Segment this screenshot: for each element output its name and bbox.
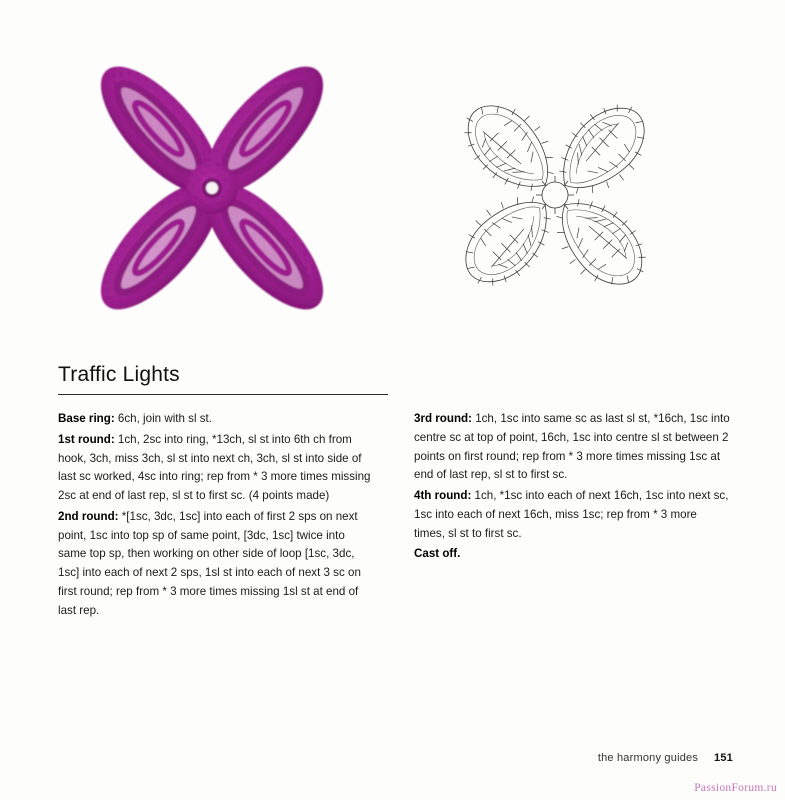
instruction-text: 1ch, *1sc into each of next 16ch, 1sc into next sc, 1sc into each of next 16ch, miss 1sc; rep from * 3 more times, sl st to first sc.: [414, 489, 729, 540]
instruction-label: 3rd round:: [414, 412, 472, 425]
section-title-block: [58, 363, 388, 395]
instructions-right-column: [414, 410, 730, 623]
watermark-text: PassionForum.ru: [694, 782, 777, 794]
title-divider: [58, 394, 388, 395]
instruction-paragraph: [58, 508, 374, 621]
instruction-text: 1ch, 2sc into ring, *13ch, sl st into 6th ch from hook, 3ch, miss 3ch, sl st into next ch, 3ch, sl st into side of last sc worked, 4sc into ring; rep from * 3 more times missing 2sc at end of last rep, sl st to first sc. (4 points made): [58, 432, 371, 503]
crochet-stitch-diagram: [405, 50, 705, 340]
instructions-columns: [58, 410, 730, 623]
page-footer: [598, 752, 733, 764]
diagram-svg: [405, 50, 705, 340]
instruction-label: 1st round:: [58, 432, 115, 446]
footer-book-title: the harmony guides: [597, 752, 699, 764]
instruction-text: 1ch, 1sc into same sc as last sl st, *16ch, 1sc into centre sc at top of point, 16ch, 1sc into centre sl st between 2 points on first round; rep from * 3 more times missing 1sc at end of last rep, sl st to first sc.: [414, 412, 730, 482]
instructions-left-column: [58, 410, 374, 623]
instruction-label: Cast off.: [414, 547, 461, 561]
figures-area: [0, 22, 785, 352]
instruction-text: *[1sc, 3dc, 1sc] into each of first 2 sps on next point, 1sc into top sp of same point, [3dc, 1sc] twice into same top sp, then working on other side of loop [1sc, 3dc, 1sc] into each of next 2 sps, 1sl st into each of next 3 sc on first round; rep from * 3 more times missing 1sl st at end of last rep.: [58, 509, 361, 617]
watermark: [694, 782, 777, 794]
instruction-label: 4th round:: [414, 489, 472, 503]
page-title: Traffic Lights: [58, 363, 180, 386]
crochet-motif-photo: [62, 60, 362, 320]
instruction-paragraph: [58, 410, 374, 429]
page-number: 151: [714, 752, 733, 764]
instruction-paragraph: [58, 431, 374, 506]
instruction-label: Base ring:: [58, 412, 115, 425]
photo-svg: [62, 60, 362, 320]
instruction-paragraph: [414, 410, 730, 485]
instruction-label: 2nd round:: [58, 509, 119, 523]
instruction-paragraph: [414, 487, 730, 543]
instruction-text: 6ch, join with sl st.: [114, 412, 212, 425]
instruction-paragraph: [414, 545, 730, 564]
